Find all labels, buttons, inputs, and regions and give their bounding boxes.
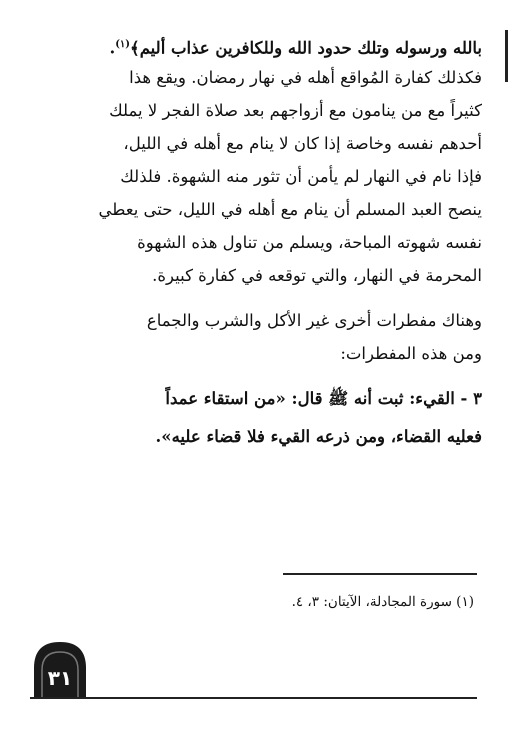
page-edge-mark: [505, 30, 508, 82]
page-number: ٣١: [47, 666, 73, 690]
text-line: كثيراً مع من ينامون مع أزواجهم بعد صلاة الفجر لا يملك: [109, 101, 482, 120]
paragraph-expiation: [38, 61, 482, 292]
bottom-rule: [30, 697, 477, 699]
paragraph-other-breakers: [38, 304, 482, 370]
verse-bracket: ﴾: [130, 38, 140, 58]
verse-text: بالله ورسوله وتلك حدود الله وللكافرين عذاب أليم: [139, 38, 482, 58]
paragraph-vomiting: [38, 380, 482, 456]
text-line: ينصح العبد المسلم أن ينام مع أهله في الليل، حتى يعطي: [98, 200, 482, 219]
text-line: فعليه القضاء، ومن ذرعه القيء فلا قضاء عليه».: [155, 427, 482, 446]
footnote-separator: [283, 573, 477, 575]
footnote: (١) سورة المجادلة، الآيتان: ٣، ٤.: [291, 594, 474, 610]
text-line: فإذا نام في النهار لم يأمن أن تثور منه الشهوة. فلذلك: [120, 167, 482, 186]
main-text: [38, 28, 482, 456]
text-line: فكذلك كفارة المُواقع أهله في نهار رمضان. ويقع هذا: [129, 68, 482, 87]
text-line: المحرمة في النهار، والتي توقعه في كفارة كبيرة.: [152, 266, 482, 285]
footnote-ref: (١): [115, 39, 131, 50]
text-line: نفسه شهوته المباحة، ويسلم من تناول هذه الشهوة: [137, 233, 482, 252]
verse-ending-line: [38, 28, 482, 61]
text-line: وهناك مفطرات أخرى غير الأكل والشرب والجماع: [146, 311, 482, 330]
text-line: ٣ - القيء: ثبت أنه ﷺ قال: «من استقاء عمداً: [165, 389, 482, 408]
text-line: أحدهم نفسه وخاصة إذا كان لا ينام مع أهله في الليل،: [123, 134, 482, 153]
verse-period: .: [109, 38, 116, 58]
text-line: ومن هذه المفطرات:: [340, 344, 482, 363]
